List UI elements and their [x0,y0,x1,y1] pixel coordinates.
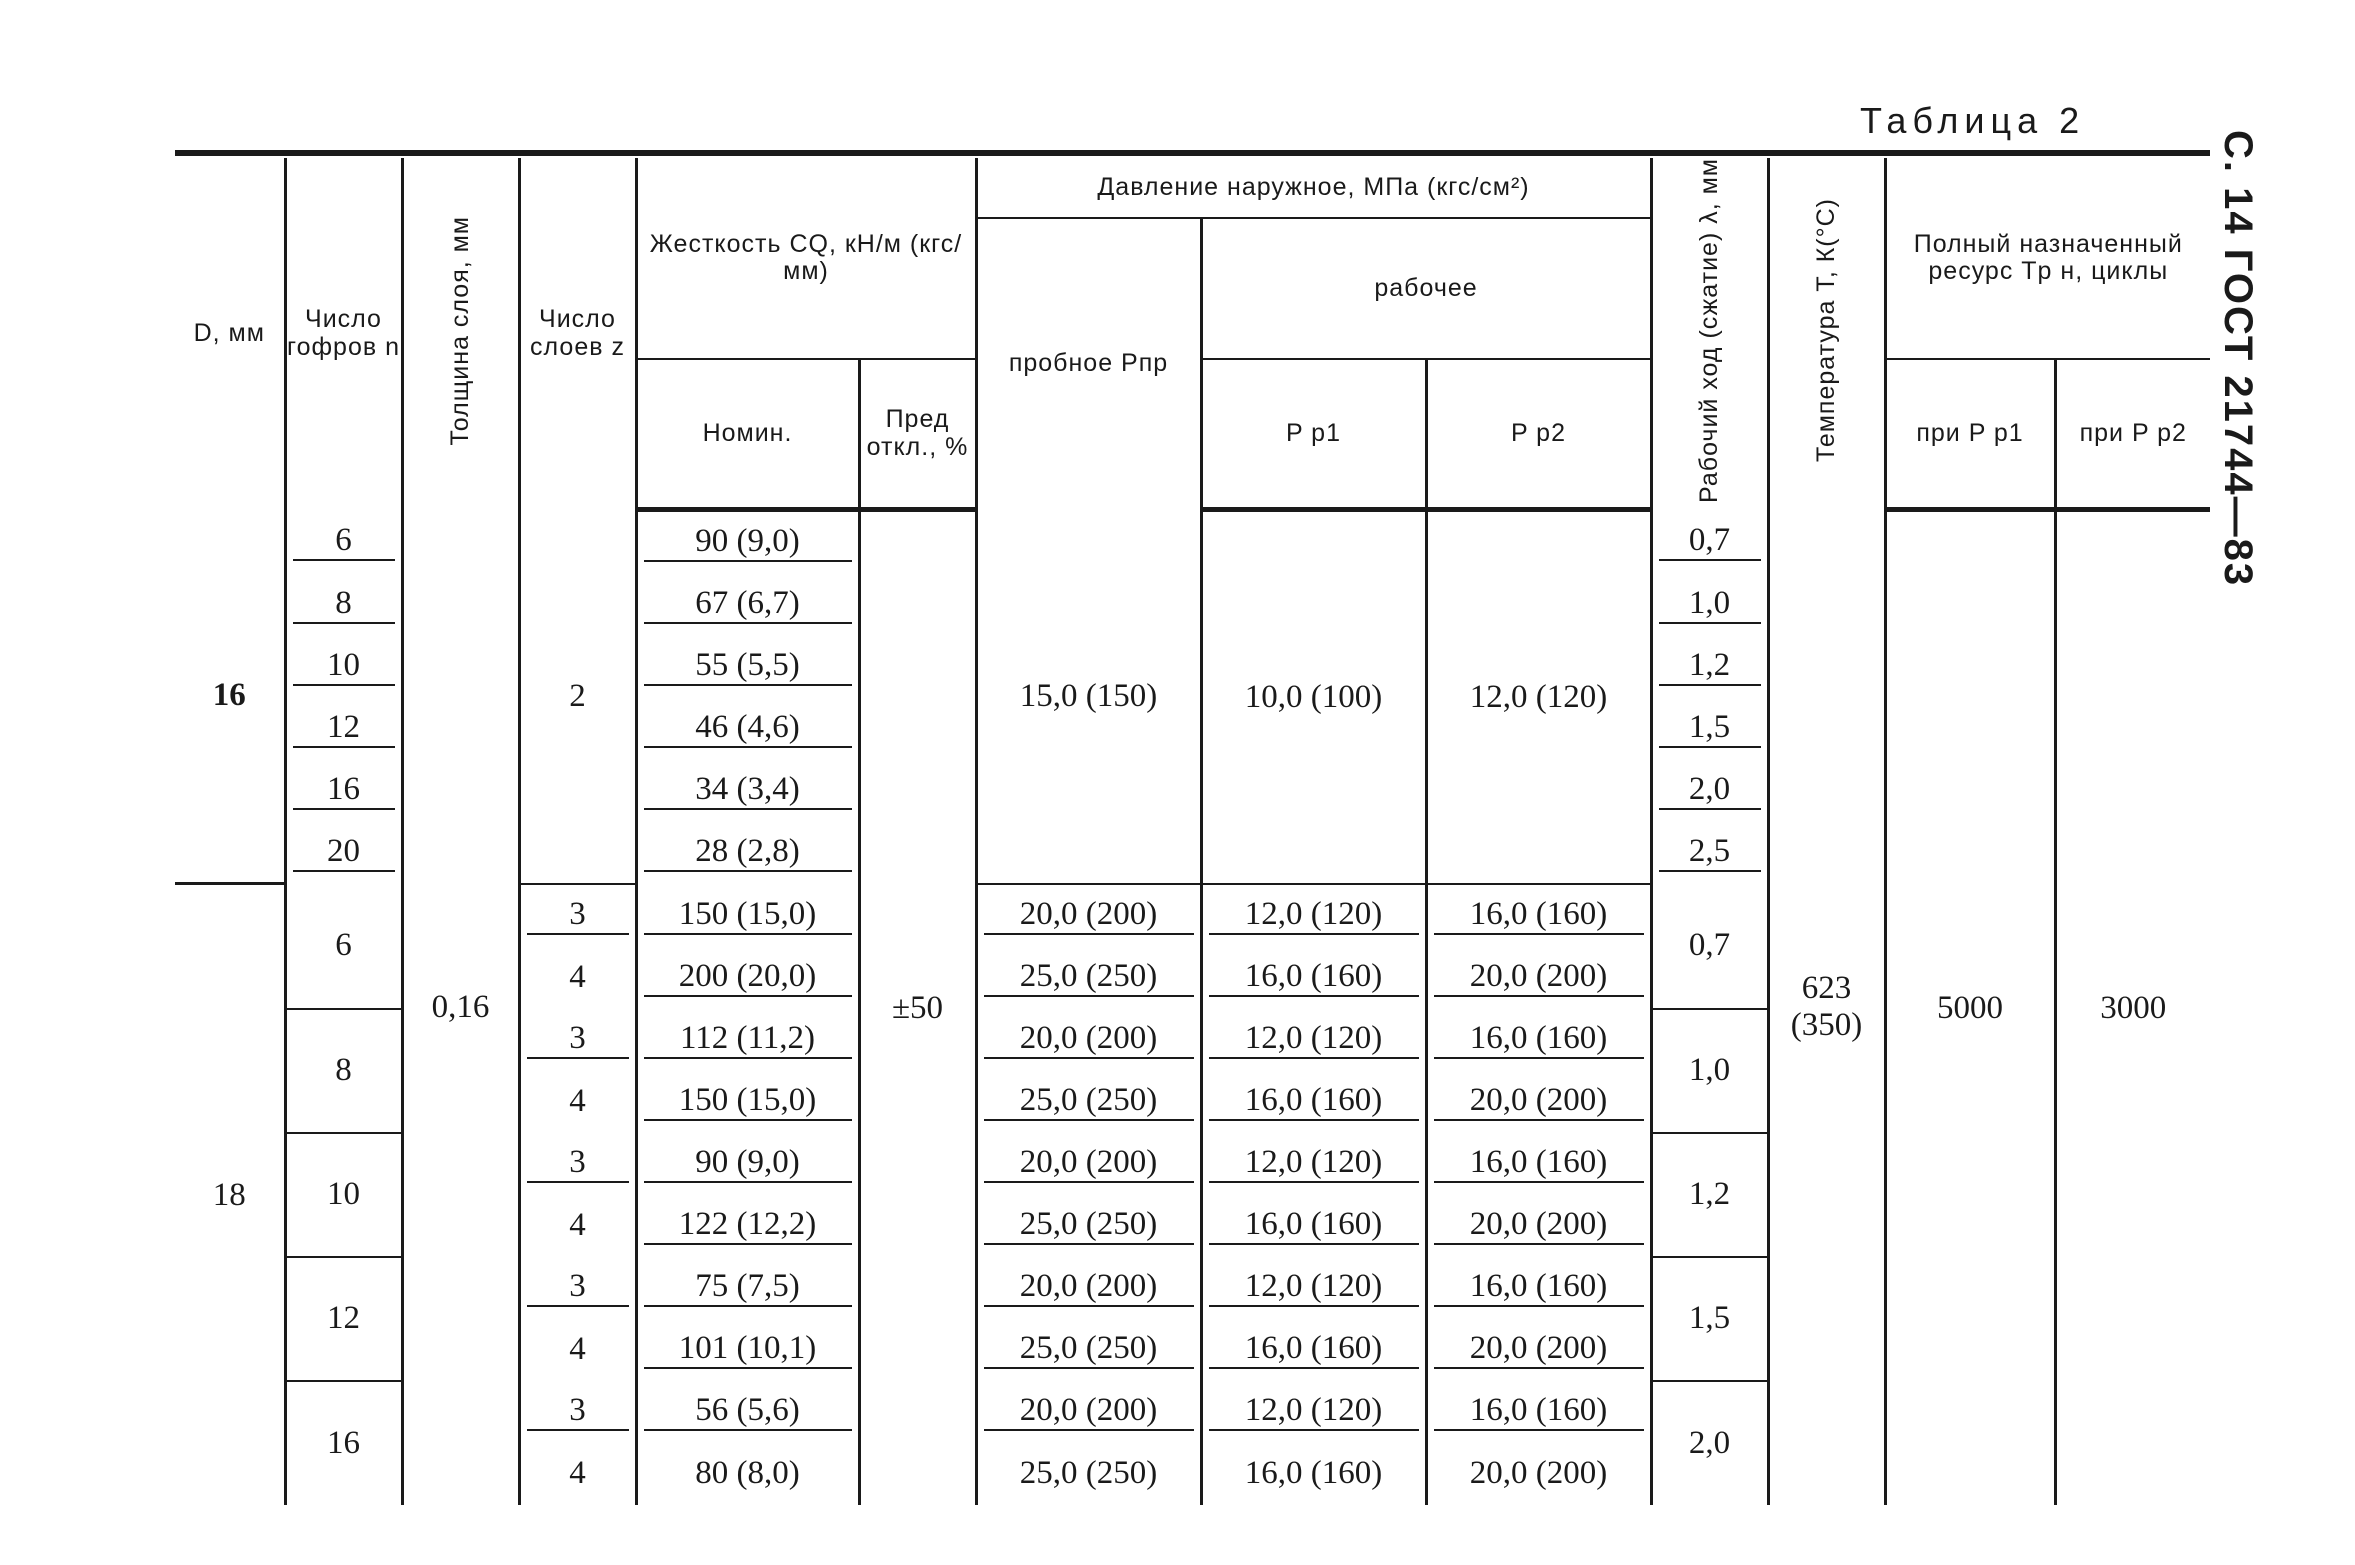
header-life-p2: при P p2 [2055,359,2210,509]
cell-stroke [1651,574,1768,636]
header-life-p1: при P p1 [1885,359,2055,509]
cell-test-pressure [976,1195,1201,1257]
cell-p2 [1426,1443,1651,1505]
cell-stroke: 1,2 [1651,1133,1768,1257]
header-temperature-text: Температура T, К(°С) [1811,198,1840,463]
cell-p1 [1201,884,1426,947]
layers-value: 3 [527,1268,629,1307]
cell-p1 [1201,1381,1426,1443]
cell-stiffness [636,1195,859,1257]
cell-d: 18 [212,1176,246,1213]
table-body [175,509,2210,1505]
cell-life-p2: 3000 [2055,509,2210,1505]
cell-layers [519,1071,636,1133]
p2-value: 16,0 (160) [1434,1020,1644,1059]
cell-corrugations [285,574,402,636]
cell-stiffness [636,1319,859,1381]
cell-corrugations [285,698,402,760]
header-pressure: Давление наружное, МПа (кгс/см²) [976,158,1651,218]
header-thickness [402,158,519,509]
cell-p2 [1426,1195,1651,1257]
cell-layers [519,1133,636,1195]
stiffness-value: 200 (20,0) [644,958,852,997]
cell-test-pressure [976,1071,1201,1133]
stiffness-value: 90 (9,0) [644,523,852,562]
cell-stiffness [636,822,859,884]
cell-p2 [1426,1257,1651,1319]
cell-layers [519,1443,636,1505]
header-corrugations: Число гофров n [285,158,402,509]
cell-stiffness [636,884,859,947]
cell-p1 [1201,947,1426,1009]
cell-p1 [1201,1257,1426,1319]
p2-value: 20,0 (200) [1434,1330,1644,1369]
test-pressure-value: 20,0 (200) [984,1392,1194,1431]
p2-value: 16,0 (160) [1434,1144,1644,1183]
stiffness-value: 34 (3,4) [644,771,852,810]
cell-stiffness [636,947,859,1009]
header-stiffness-nominal: Номин. [636,359,859,509]
cell-p1 [1201,1195,1426,1257]
test-pressure-value: 20,0 (200) [984,1144,1194,1183]
cell-p1 [1201,1319,1426,1381]
header-p2: P p2 [1426,359,1651,509]
corrugation-value: 10 [293,647,395,686]
corrugation-value: 16 [293,771,395,810]
stiffness-value: 150 (15,0) [644,896,852,935]
cell-stroke: 1,0 [1651,1009,1768,1133]
cell-life-p1: 5000 [1885,509,2055,1505]
header-working-pressure: рабочее [1201,218,1651,359]
header-stroke-text: Рабочий ход (сжатие) λ, мм [1694,158,1723,503]
stroke-value: 2,0 [1659,771,1761,810]
header-stroke [1651,158,1768,509]
stiffness-value: 80 (8,0) [695,1455,800,1492]
cell-temperature: 623 (350) [1768,509,1885,1505]
cell-p2 [1426,884,1651,947]
p2-value: 20,0 (200) [1434,958,1644,997]
test-pressure-value: 25,0 (250) [984,1082,1194,1121]
cell-corrugations [285,760,402,822]
header-stiffness-deviation: Пред откл., % [859,359,976,509]
cell-layers: 2 [519,509,636,884]
p2-value: 16,0 (160) [1434,1392,1644,1431]
test-pressure-value: 20,0 (200) [984,1268,1194,1307]
p1-value: 12,0 (120) [1209,896,1419,935]
stiffness-value: 101 (10,1) [644,1330,852,1369]
cell-p2 [1426,1381,1651,1443]
cell-test-pressure [976,1257,1201,1319]
table-caption: Таблица 2 [1860,100,2086,141]
cell-corrugations [285,636,402,698]
layers-value: 3 [527,1392,629,1431]
cell-stiffness [636,1381,859,1443]
cell-corrugations: 10 [285,1133,402,1257]
stroke-value: 1,2 [1659,647,1761,686]
cell-stiffness [636,1071,859,1133]
cell-p2 [1426,1009,1651,1071]
cell-test-pressure [976,884,1201,947]
cell-stroke [1651,760,1768,822]
side-page-header: С. 14 ГОСТ 21744—83 [2216,130,2260,588]
corrugation-value: 6 [293,522,395,561]
cell-test-pressure: 15,0 (150) [976,509,1201,884]
layers-value: 3 [527,1144,629,1183]
cell-p1: 10,0 (100) [1201,509,1426,884]
cell-p2 [1426,1071,1651,1133]
cell-stiffness [636,760,859,822]
p2-value: 20,0 (200) [1434,1082,1644,1121]
cell-stiffness [636,698,859,760]
p2-value: 16,0 (160) [1434,896,1644,935]
p1-value: 12,0 (120) [1209,1268,1419,1307]
cell-stiffness [636,1443,859,1505]
cell-p2 [1426,1319,1651,1381]
header-thickness-text: Толщина слоя, мм [445,215,474,446]
p1-value: 16,0 (160) [1209,1206,1419,1245]
cell-test-pressure [976,1443,1201,1505]
header-p1: P p1 [1201,359,1426,509]
cell-test-pressure [976,1009,1201,1071]
cell-stroke [1651,698,1768,760]
cell-stroke: 2,0 [1651,1381,1768,1505]
cell-stroke [1651,822,1768,884]
p1-value: 16,0 (160) [1209,1082,1419,1121]
p1-value: 16,0 (160) [1244,1455,1383,1492]
cell-p2: 12,0 (120) [1426,509,1651,884]
header-stiffness: Жесткость CQ, кН/м (кгс/мм) [636,158,976,359]
p1-value: 12,0 (120) [1209,1392,1419,1431]
header-temperature [1768,158,1885,509]
p1-value: 12,0 (120) [1209,1020,1419,1059]
cell-corrugations [285,822,402,884]
cell-p1 [1201,1133,1426,1195]
test-pressure-value: 25,0 (250) [984,1330,1194,1369]
cell-layers [519,1195,636,1257]
layers-value: 4 [569,1207,586,1244]
layers-value: 4 [569,1083,586,1120]
cell-stroke: 1,5 [1651,1257,1768,1381]
stiffness-value: 112 (11,2) [644,1020,852,1059]
stroke-value: 2,5 [1659,833,1761,872]
corrugation-value: 20 [293,833,395,872]
stiffness-value: 122 (12,2) [644,1206,852,1245]
cell-stroke: 0,7 [1651,884,1768,1009]
cell-corrugations: 8 [285,1009,402,1133]
cell-layers [519,884,636,947]
layers-value: 3 [527,896,629,935]
stiffness-value: 67 (6,7) [644,585,852,624]
data-table [175,158,2210,1505]
cell-stiffness [636,1133,859,1195]
p2-value: 20,0 (200) [1434,1206,1644,1245]
p1-value: 16,0 (160) [1209,958,1419,997]
stroke-value: 1,5 [1659,709,1761,748]
cell-layers [519,1319,636,1381]
cell-p1 [1201,1443,1426,1505]
cell-stiffness [636,636,859,698]
layers-value: 4 [569,959,586,996]
stroke-value: 0,7 [1659,522,1761,561]
stiffness-value: 55 (5,5) [644,647,852,686]
corrugation-value: 8 [293,585,395,624]
cell-corrugations: 12 [285,1257,402,1381]
p2-value: 16,0 (160) [1434,1268,1644,1307]
header-layers: Число слоев z [519,158,636,509]
cell-layers [519,1381,636,1443]
test-pressure-value: 20,0 (200) [984,896,1194,935]
layers-value: 3 [527,1020,629,1059]
test-pressure-value: 25,0 (250) [984,1206,1194,1245]
test-pressure-value: 25,0 (250) [1019,1455,1158,1492]
cell-test-pressure [976,1319,1201,1381]
layers-value: 4 [569,1331,586,1368]
corrugation-value: 12 [293,709,395,748]
stiffness-value: 75 (7,5) [644,1268,852,1307]
cell-stiffness [636,574,859,636]
cell-stiffness [636,1257,859,1319]
cell-p2 [1426,1133,1651,1195]
header-test-pressure: пробное Pпр [976,218,1201,509]
cell-layers [519,947,636,1009]
stiffness-value: 28 (2,8) [644,833,852,872]
cell-test-pressure [976,1133,1201,1195]
stiffness-value: 46 (4,6) [644,709,852,748]
test-pressure-value: 20,0 (200) [984,1020,1194,1059]
cell-p2 [1426,947,1651,1009]
p1-value: 16,0 (160) [1209,1330,1419,1369]
cell-thickness: 0,16 [402,509,519,1505]
cell-deviation: ±50 [859,509,976,1505]
stroke-value: 1,0 [1659,585,1761,624]
cell-p1 [1201,1071,1426,1133]
cell-test-pressure [976,947,1201,1009]
layers-value: 4 [569,1455,586,1492]
stiffness-value: 150 (15,0) [644,1082,852,1121]
p1-value: 12,0 (120) [1209,1144,1419,1183]
cell-corrugations: 6 [285,884,402,1009]
stiffness-value: 56 (5,6) [644,1392,852,1431]
top-rule [175,150,2210,156]
cell-stroke [1651,509,1768,574]
p2-value: 20,0 (200) [1469,1455,1608,1492]
cell-stiffness [636,1009,859,1071]
cell-stiffness [636,509,859,574]
header-life: Полный назначенный ресурс Tр н, циклы [1885,158,2210,359]
test-pressure-value: 25,0 (250) [984,958,1194,997]
cell-p1 [1201,1009,1426,1071]
cell-corrugations [285,509,402,574]
table-row [175,509,2210,574]
cell-corrugations: 16 [285,1381,402,1505]
cell-d: 16 [175,509,285,884]
cell-test-pressure [976,1381,1201,1443]
cell-stroke [1651,636,1768,698]
cell-layers [519,1009,636,1071]
header-d: D, мм [193,318,265,347]
stiffness-value: 90 (9,0) [644,1144,852,1183]
cell-layers [519,1257,636,1319]
